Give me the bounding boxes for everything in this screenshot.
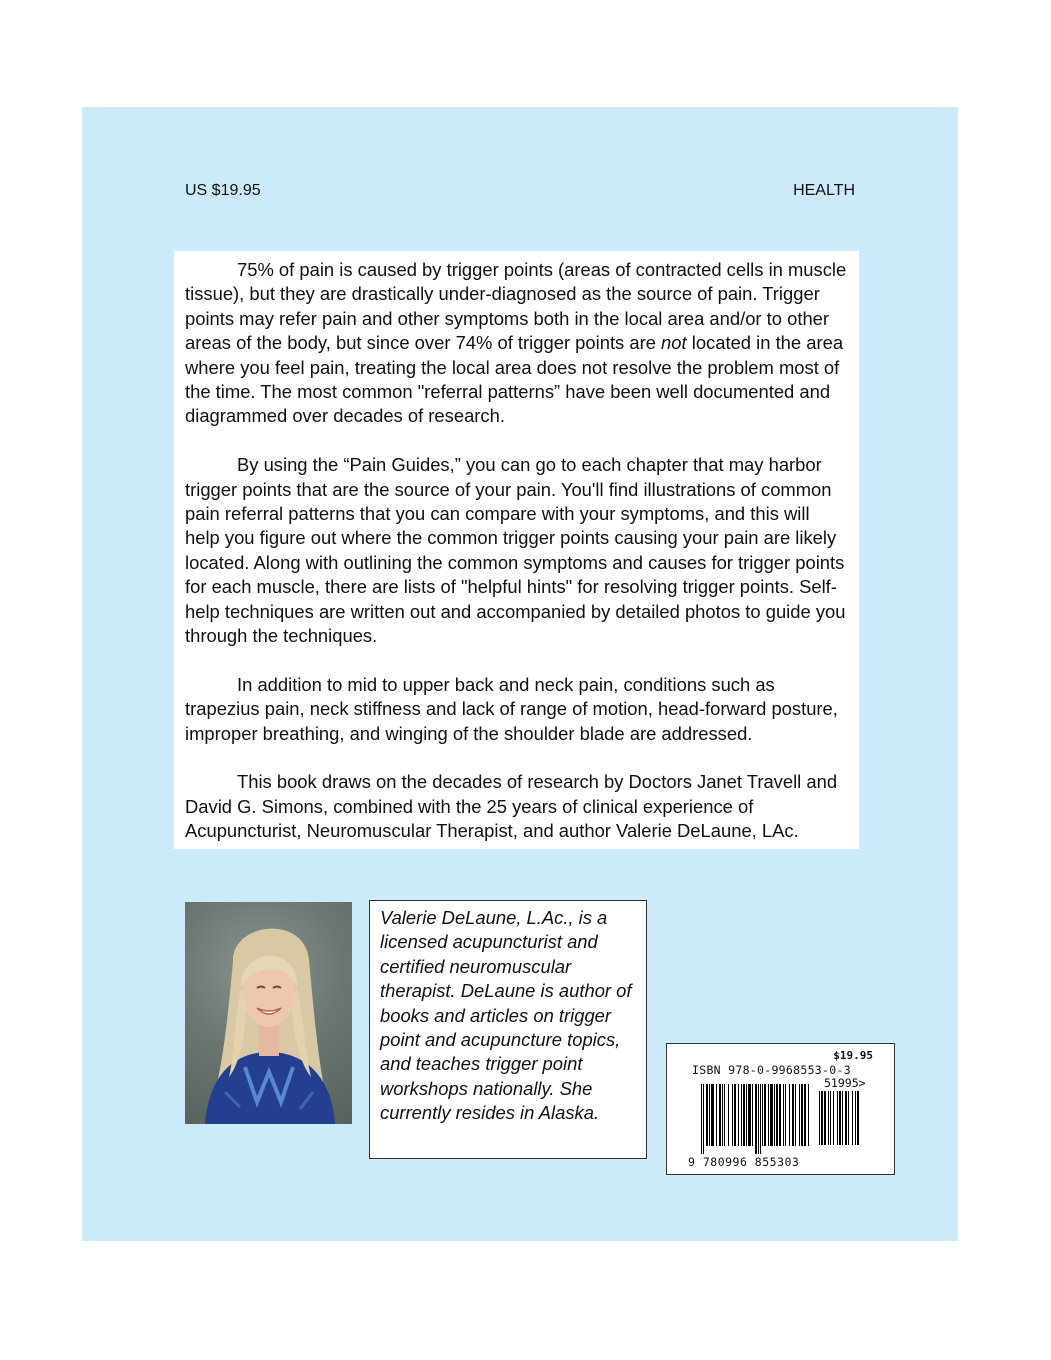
cover-price: US $19.95: [185, 182, 261, 199]
author-photo: [185, 902, 352, 1124]
back-cover: [82, 107, 958, 1241]
description-paragraph-4: This book draws on the decades of research by Doctors Janet Travell and David G. Simons, combined with the 25 years of clinical experience of Acupuncturist, Neuromuscular Therapist, and author Valerie DeLaune, LAc.: [185, 771, 838, 842]
cover-category: HEALTH: [793, 182, 855, 199]
ean-barcode-bars: [701, 1084, 809, 1154]
isbn-barcode: [666, 1043, 895, 1175]
barcode-isbn: ISBN 978-0-9968553-0-3: [692, 1063, 851, 1077]
barcode-number: 9 780996 855303: [688, 1155, 800, 1169]
description-paragraph-3: In addition to mid to upper back and neck pain, conditions such as trapezius pain, neck stiffness and lack of range of motion, head-forward posture, improper breathing, and winging of the shoulder blade are addressed.: [185, 673, 838, 744]
price-supplement-bars: [819, 1091, 871, 1153]
author-portrait-illustration: [185, 902, 352, 1124]
book-description: [174, 251, 859, 849]
barcode-price: $19.95: [833, 1049, 873, 1062]
description-paragraph-2: By using the “Pain Guides,” you can go to each chapter that may harbor trigger points that are the source of your pain. You'll find illustrations of common pain referral patterns that you can compare with your symptoms, and this will help you figure out where the common trigger points causing your pain are likely located. Along with outlining the common symptoms and causes for trigger points for each muscle, there are lists of "helpful hints" for resolving trigger points. Self-help techniques are written out and accompanied by detailed photos to guide you through the techniques.: [185, 454, 846, 647]
barcode-supplement-code: 51995>: [824, 1076, 866, 1090]
description-paragraph-1: 75% of pain is caused by trigger points (areas of contracted cells in muscle tissue), but they are drastically under-diagnosed as the source of pain. Trigger points may refer pain and other symptoms both in the local area and/or to other areas of the body, but since over 74% of trigger points are not located in the area where you feel pain, treating the local area does not resolve the problem most of the time. The most common "referral patterns” have been well documented and diagrammed over decades of research.: [185, 259, 847, 427]
author-bio: Valerie DeLaune, L.Ac., is a licensed acupuncturist and certified neuromuscular therapist. DeLaune is author of books and articles on trigger point and acupuncture topics, and teaches trigger point workshops nationally. She currently resides in Alaska.: [369, 900, 647, 1159]
emphasis-not: not: [661, 332, 687, 354]
